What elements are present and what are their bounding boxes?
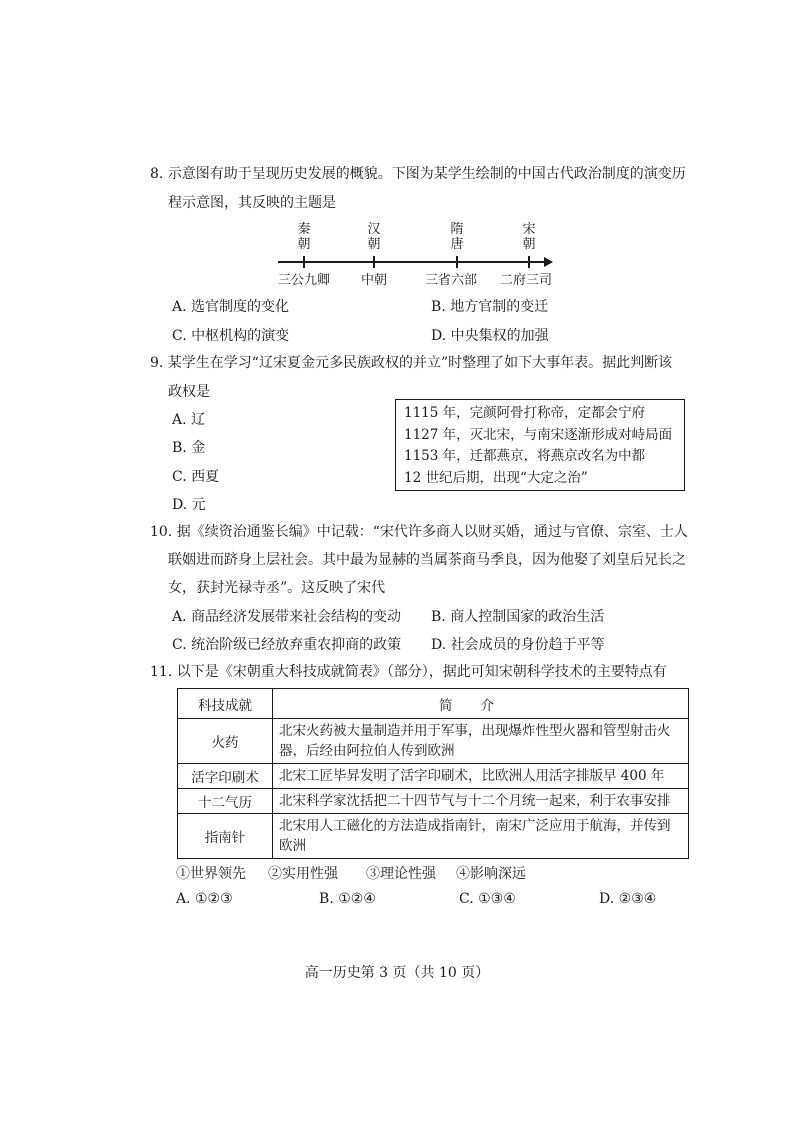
- table-cell-achievement: 指南针: [178, 814, 273, 859]
- table-cell-intro: 北宋火药被大量制造并用于军事，出现爆炸性型火器和管型射击火器，后经由阿拉伯人传到欧洲: [273, 719, 689, 764]
- q8-option-c[interactable]: C. 中枢机构的演变: [172, 328, 290, 344]
- page-footer: 高一历史第 3 页（共 10 页）: [304, 965, 490, 981]
- q8-stem-line-1: 8. 示意图有助于呈现历史发展的概貌。下图为某学生绘制的中国古代政治制度的演变历: [150, 166, 686, 182]
- timeline-dynasty-suitang: 隋唐: [450, 222, 464, 252]
- q9-option-d[interactable]: D. 元: [172, 497, 206, 513]
- timeline-label-zhongchao: 中朝: [361, 273, 388, 288]
- table-cell-intro: 北宋科学家沈括把二十四节气与十二个月统一起来，利于农事安排: [273, 789, 689, 814]
- q9-option-b[interactable]: B. 金: [172, 440, 206, 456]
- timeline-dynasty-qin: 秦朝: [297, 222, 311, 252]
- table-header-achievement: 科技成就: [178, 689, 273, 719]
- timeline-arrow-icon: [544, 257, 553, 267]
- q11-option-a[interactable]: A. ①②③: [176, 891, 233, 907]
- q8-stem-line-2: 程示意图，其反映的主题是: [168, 195, 336, 211]
- q8-option-a[interactable]: A. 选官制度的变化: [172, 299, 290, 315]
- event-line: 1153 年，迁都燕京，将燕京改名为中都: [404, 448, 646, 464]
- q11-feature-3: ③理论性强: [366, 866, 436, 882]
- q11-option-c[interactable]: C. ①③④: [459, 891, 516, 907]
- table-header-row: [178, 689, 689, 719]
- q9-stem-line-1: 9. 某学生在学习“辽宋夏金元多民族政权的并立”时整理了如下大事年表。据此判断该: [150, 355, 673, 371]
- event-line: 12 世纪后期，出现“大定之治”: [404, 469, 588, 486]
- timeline-tick: [528, 256, 530, 268]
- timeline-dynasty-han: 汉朝: [367, 222, 381, 252]
- q10-option-a[interactable]: A. 商品经济发展带来社会结构的变动: [172, 609, 402, 625]
- table-row: [178, 764, 689, 789]
- q11-feature-2: ②实用性强: [268, 866, 338, 882]
- table-cell-intro: 北宋工匠毕昇发明了活字印刷术，比欧洲人用活字排版早 400 年: [273, 764, 689, 789]
- q11-option-d[interactable]: D. ②③④: [599, 891, 657, 907]
- q11-feature-1: ①世界领先: [176, 866, 246, 882]
- timeline-tick: [303, 256, 305, 268]
- event-line: 1127 年，灭北宋，与南宋逐渐形成对峙局面: [404, 426, 673, 443]
- table-row: [178, 814, 689, 859]
- table-row: [178, 719, 689, 764]
- q11-feature-4: ④影响深远: [456, 866, 526, 882]
- table-cell-achievement: 火药: [178, 719, 273, 764]
- q9-option-c[interactable]: C. 西夏: [172, 469, 220, 485]
- timeline-label-sansheng: 三省六部: [425, 273, 478, 288]
- q10-option-b[interactable]: B. 商人控制国家的政治生活: [431, 609, 605, 625]
- table-header-intro: 简介: [273, 689, 689, 719]
- timeline-axis: [278, 261, 546, 263]
- q9-option-a[interactable]: A. 辽: [172, 412, 206, 428]
- q11-stem: 11. 以下是《宋朝重大科技成就简表》（部分），据此可知宋朝科学技术的主要特点有: [150, 664, 667, 680]
- timeline-tick: [373, 256, 375, 268]
- timeline-tick: [456, 256, 458, 268]
- q9-event-box: [395, 399, 685, 491]
- q11-tech-table: [177, 688, 689, 859]
- q9-stem-line-2: 政权是: [168, 384, 210, 400]
- timeline-label-erfu: 二府三司: [500, 273, 553, 288]
- q11-option-b[interactable]: B. ①②④: [319, 891, 376, 907]
- q10-stem-line-3: 女，获封光禄寺丞”。这反映了宋代: [168, 580, 386, 596]
- timeline-label-sangong: 三公九卿: [278, 273, 331, 288]
- q10-stem-line-1: 10. 据《续资治通鉴长编》中记载：“宋代许多商人以财买婚，通过与官僚、宗室、士人: [150, 524, 688, 540]
- event-line: 1115 年，完颜阿骨打称帝，定都会宁府: [404, 405, 646, 421]
- timeline-dynasty-song: 宋朝: [522, 222, 536, 252]
- table-cell-achievement: 十二气历: [178, 789, 273, 814]
- q8-option-b[interactable]: B. 地方官制的变迁: [431, 299, 549, 315]
- q10-stem-line-2: 联姻进而跻身上层社会。其中最为显赫的当属茶商马季良，因为他娶了刘皇后兄长之: [168, 552, 686, 568]
- q10-option-d[interactable]: D. 社会成员的身份趋于平等: [431, 637, 605, 653]
- table-row: [178, 789, 689, 814]
- q8-option-d[interactable]: D. 中央集权的加强: [431, 328, 549, 344]
- q10-option-c[interactable]: C. 统治阶级已经放弃重农抑商的政策: [172, 637, 402, 653]
- table-cell-achievement: 活字印刷术: [178, 764, 273, 789]
- table-cell-intro: 北宋用人工磁化的方法造成指南针，南宋广泛应用于航海，并传到欧洲: [273, 814, 689, 859]
